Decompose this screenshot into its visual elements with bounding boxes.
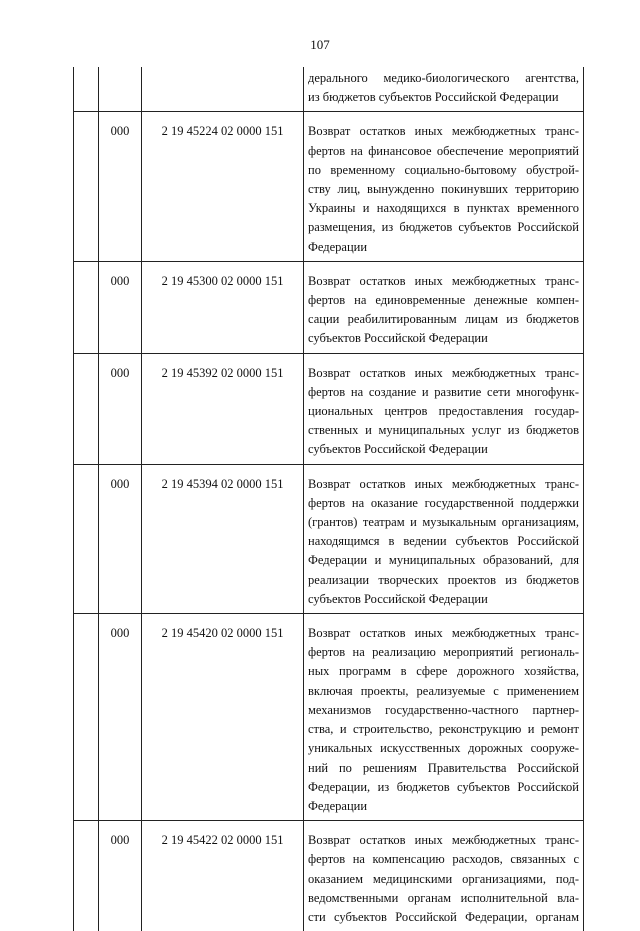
admin-code: 000	[110, 124, 130, 139]
description-line: субъектов Российской Федерации	[308, 591, 488, 606]
description-line: Возврат остатков иных межбюджетных транс-	[308, 833, 579, 848]
blank-cell	[74, 614, 99, 821]
description-line: ных программ в сфере дорожного хозяйства,	[308, 664, 579, 679]
table-body	[74, 67, 584, 931]
budget-code-cell	[142, 821, 304, 931]
description-line: оказанием медицинскими организациями, под-	[308, 871, 579, 886]
budget-code: 2 19 45422 02 0000 151	[161, 833, 284, 848]
description-line: включая проекты, реализуемые с применением	[308, 683, 579, 698]
description-line: Украины и находящихся в пунктах временного	[308, 201, 579, 216]
budget-code	[142, 67, 303, 73]
blank-cell	[74, 67, 99, 112]
description-line: фертов на создание и развитие сети многофунк-	[308, 384, 579, 399]
description-line: Возврат остатков иных межбюджетных транс-	[308, 273, 579, 288]
admin-code-cell	[99, 464, 142, 613]
blank-cell	[74, 261, 99, 353]
admin-code-cell	[99, 353, 142, 464]
budget-code: 2 19 45420 02 0000 151	[161, 626, 284, 641]
description-line: фертов на реализацию мероприятий региональ-	[308, 645, 579, 660]
table-row	[74, 464, 584, 613]
admin-code-cell	[99, 112, 142, 261]
description-line: фертов на оказание государственной поддержки	[308, 495, 579, 510]
description-line: субъектов Российской Федерации	[308, 331, 488, 346]
admin-code-cell	[99, 821, 142, 931]
blank-cell	[74, 464, 99, 613]
description-line: Возврат остатков иных межбюджетных транс-	[308, 626, 579, 641]
description-line: по временному социально-бытовому обустрой-	[308, 162, 579, 177]
description-line: находящимся в ведении субъектов Российской	[308, 534, 579, 549]
admin-code: 000	[110, 273, 130, 288]
budget-code-cell	[142, 353, 304, 464]
description-line: механизмов государственно-частного партнер-	[308, 702, 579, 717]
description-text	[304, 614, 583, 820]
description-cell	[304, 67, 584, 112]
description-line: ству лиц, вынужденно покинувших территорию	[308, 182, 579, 197]
description-line: размещения, из бюджетов субъектов Российской	[308, 220, 579, 235]
description-line: сации реабилитированным лицам из бюджетов	[308, 312, 579, 327]
page-number: 107	[310, 37, 330, 52]
description-line: реализации творческих проектов из бюджетов	[308, 572, 579, 587]
budget-code-cell	[142, 67, 304, 112]
budget-code-cell	[142, 261, 304, 353]
admin-code: 000	[110, 476, 130, 491]
budget-code-cell	[142, 112, 304, 261]
blank-cell	[74, 112, 99, 261]
description-line: дерального медико-биологического агентства,	[308, 71, 579, 85]
description-line: Возврат остатков иных межбюджетных транс-	[308, 124, 579, 139]
admin-code: 000	[110, 833, 130, 848]
description-line: Возврат остатков иных межбюджетных транс-	[308, 476, 579, 491]
admin-code-cell	[99, 614, 142, 821]
budget-code: 2 19 45224 02 0000 151	[161, 124, 284, 139]
table-row	[74, 67, 584, 112]
description-text	[304, 262, 583, 353]
description-text	[304, 112, 583, 260]
budget-code-cell	[142, 614, 304, 821]
table-row	[74, 261, 584, 353]
description-line: субъектов Российской Федерации	[308, 442, 488, 457]
description-cell	[304, 464, 584, 613]
budget-code: 2 19 45392 02 0000 151	[161, 365, 284, 380]
description-line: Возврат остатков иных межбюджетных транс-	[308, 365, 579, 380]
description-text	[304, 465, 583, 613]
description-line: циональных центров предоставления государ-	[308, 404, 579, 419]
description-line: ведомственными органам исполнительной вла-	[308, 890, 579, 905]
admin-code-cell	[99, 67, 142, 112]
budget-code: 2 19 45300 02 0000 151	[161, 273, 284, 288]
description-cell	[304, 261, 584, 353]
budget-classification-table	[73, 67, 584, 931]
description-line: Федерации	[308, 798, 368, 813]
description-line: Федерации и муниципальных образований, для	[308, 553, 579, 568]
admin-code-cell	[99, 261, 142, 353]
description-line: ства, и строительство, реконструкцию и ремонт	[308, 722, 579, 737]
description-line: фертов на финансовое обеспечение мероприятий	[308, 143, 579, 158]
description-line: фертов на единовременные денежные компен-	[308, 293, 579, 308]
admin-code: 000	[110, 365, 130, 380]
description-text	[304, 354, 583, 464]
budget-code: 2 19 45394 02 0000 151	[161, 476, 284, 491]
table-row	[74, 353, 584, 464]
blank-cell	[74, 353, 99, 464]
description-line: сти субъектов Российской Федерации, органам	[308, 909, 579, 924]
admin-code: 000	[110, 626, 130, 641]
description-line: ний по решениям Правительства Российской	[308, 760, 579, 775]
description-line: Федерации	[308, 239, 368, 254]
blank-cell	[74, 821, 99, 931]
description-line: фертов на компенсацию расходов, связанных с	[308, 852, 579, 867]
description-line: ственных и муниципальных услуг из бюджетов	[308, 423, 579, 438]
budget-table-wrapper	[73, 67, 579, 931]
description-line: из бюджетов субъектов Российской Федерации	[308, 90, 559, 105]
table-row	[74, 614, 584, 821]
description-line: (грантов) театрам и музыкальным организациям,	[308, 515, 579, 530]
admin-code	[99, 67, 141, 73]
table-row	[74, 112, 584, 261]
budget-code-cell	[142, 464, 304, 613]
description-text	[304, 67, 583, 111]
table-row	[74, 821, 584, 931]
description-cell	[304, 353, 584, 464]
description-cell	[304, 821, 584, 931]
description-line: Федерации, из бюджетов субъектов Российской	[308, 779, 579, 794]
description-line: уникальных искусственных дорожных сооруже-	[308, 741, 579, 756]
description-text	[304, 821, 583, 931]
description-cell	[304, 112, 584, 261]
description-cell	[304, 614, 584, 821]
